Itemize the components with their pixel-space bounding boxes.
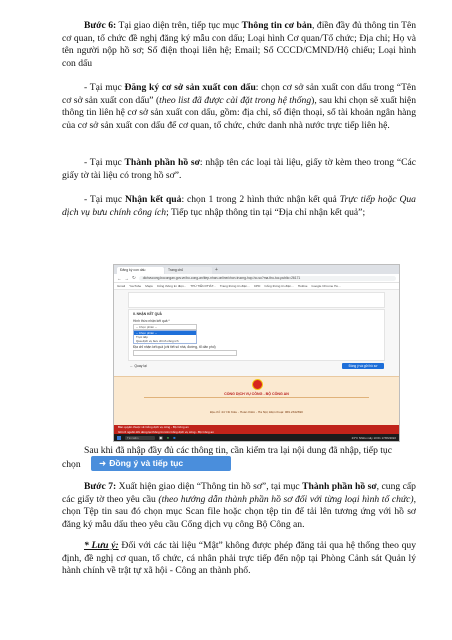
back-button[interactable]: ← Quay lại bbox=[130, 364, 147, 368]
receive-result-paragraph: - Tại mục Nhận kết quả: chọn 1 trong 2 hình thức nhận kết quả Trực tiếp hoặc Qua dịch vụ bưu chính công ích; Tiếp tục nhập thông tin tại “Địa chỉ nhận kết quả”; bbox=[62, 194, 416, 218]
step6-title: Bước 6: bbox=[84, 20, 117, 31]
step7-paragraph: Bước 7: Xuất hiện giao diện “Thông tin hồ sơ”, tại mục Thành phần hồ sơ, cung cấp các giấy tờ theo yêu cầu (theo hướng dẫn thành phần hồ sơ đối với từng loại hình tổ chức), chọn Tệp tin sau đó chọn mục Scan file hoặc chọn tệp tin để tải lên tương ứng với hồ sơ đăng ký mẫu dấu theo yêu cầu Cổng dịch vụ công Bộ Công an. bbox=[62, 481, 416, 530]
chrome-icon[interactable]: ● bbox=[166, 435, 170, 440]
form-area bbox=[114, 290, 399, 376]
windows-start-icon[interactable] bbox=[117, 436, 121, 440]
note-label: * Lưu ý: bbox=[84, 540, 119, 551]
seal-maker-paragraph: - Tại mục Đăng ký cơ sở sản xuất con dấu: chọn cơ sở sản xuất con dấu trong “Tên cơ sở sản xuất con dấu” (theo list đã được cài đặt trong hệ thống), sau khi chọn sẽ xuất hiện thông tin liên hệ cơ sở sản xuất con dấu, gồm: địa chỉ, số điện thoại, số tài khoản ngân hàng của cơ sở sản xuất con dấu để cơ quan, tổ chức, chức danh nhà nước trực tiếp liên hệ. bbox=[62, 82, 416, 131]
step7-title: Bước 7: bbox=[84, 481, 117, 492]
bookmark-item[interactable]: CPD bbox=[253, 284, 261, 288]
dropdown-option[interactable]: -- Chọn phiên -- bbox=[134, 331, 196, 335]
footer-divider bbox=[144, 397, 369, 398]
method-label: Hình thức nhận kết quả * bbox=[133, 319, 170, 323]
agree-continue-label: Đồng ý và tiếp tục bbox=[109, 458, 184, 468]
word-icon[interactable]: ■ bbox=[173, 435, 176, 440]
browser-tab[interactable]: Trang chủ bbox=[165, 267, 212, 274]
receive-result-box bbox=[128, 309, 385, 361]
browser-tab[interactable]: Đăng ký con dấu bbox=[117, 267, 164, 274]
footer-note: Ghi rõ nguồn khi dùng lại thông tin trên Cổng dịch vụ công - Bộ Công an bbox=[118, 429, 214, 434]
new-tab-icon[interactable]: + bbox=[215, 267, 218, 273]
previous-section-box bbox=[128, 292, 385, 308]
back-arrow-icon: ← bbox=[130, 364, 134, 368]
bookmarks-bar bbox=[114, 283, 399, 290]
review-paragraph: Sau khi đã nhập đầy đủ các thông tin, cần kiểm tra lại nội dung đã nhập, tiếp tục bbox=[84, 445, 392, 456]
receive-section-title: II. NHẬN KẾT QUẢ bbox=[133, 312, 162, 316]
bookmark-item[interactable]: Cổng thông tin điện... bbox=[156, 284, 187, 288]
step6-paragraph: Bước 6: Tại giao diện trên, tiếp tục mục Thông tin cơ bản, điền đầy đủ thông tin Tên cơ quan, tổ chức đề nghị đăng ký mẫu con dấu; Loại hình Cơ quan/Tổ chức; Địa chỉ; Họ và tên người nộp hồ sơ; Số điện thoại liên hệ; Email; Số CCCD/CMND/Hộ chiếu; Loại hình con dấu bbox=[62, 20, 416, 69]
submit-dossier-button[interactable]: Đồng ý và gửi hồ sơ bbox=[342, 363, 384, 369]
system-tray: 23°C Nhiều mây 10:01 17/06/2022 bbox=[351, 435, 396, 440]
embedded-browser-screenshot bbox=[113, 264, 400, 442]
bookmark-item[interactable]: Google Chrome Ho... bbox=[311, 284, 341, 288]
bookmark-item[interactable]: Trang thông tin điện... bbox=[219, 284, 250, 288]
note-paragraph: * Lưu ý: Đối với các tài liệu “Mật” không được phép đăng tải qua hệ thống theo quy định, đề nghị cơ quan, tổ chức, cá nhân phải trực tiếp đến nộp tại Phòng Cảnh sát Quản lý hành chính về trật tự xã hội - Công an thành phố. bbox=[62, 540, 416, 577]
folder-icon[interactable]: ▣ bbox=[159, 435, 163, 440]
address-label: Địa chỉ nhận kết quả (chi tiết số nhà, đường, tổ dân phố) bbox=[133, 345, 216, 349]
arrow-right-icon: ➜ bbox=[99, 458, 107, 468]
forward-arrow-icon[interactable]: → bbox=[124, 275, 129, 281]
receive-method-dropdown bbox=[133, 330, 197, 344]
footer-contact: Địa chỉ: 44 Yết Kiêu - Hoàn Kiếm - Hà Nội; Điện thoại: 069.2342690 bbox=[210, 410, 303, 414]
dropdown-option[interactable]: Trực tiếp bbox=[136, 335, 148, 339]
taskbar-search[interactable]: Tìm kiếm bbox=[125, 436, 155, 440]
police-emblem-icon bbox=[252, 379, 263, 390]
choose-line: chọn bbox=[62, 459, 81, 470]
dossier-components-paragraph: - Tại mục Thành phần hồ sơ: nhập tên các loại tài liệu, giấy tờ kèm theo trong “Các giấy tờ tài liệu có trong hồ sơ”. bbox=[62, 157, 416, 181]
dropdown-option[interactable]: Qua dịch vụ bưu chính công ích bbox=[136, 339, 179, 343]
browser-tab-strip bbox=[114, 265, 399, 274]
bookmark-item[interactable]: THỦ TIỀN PHÁT... bbox=[190, 284, 216, 288]
agree-continue-button[interactable] bbox=[91, 456, 231, 471]
address-input[interactable] bbox=[133, 350, 237, 356]
bookmark-item[interactable]: Hotline bbox=[297, 284, 308, 288]
footer-title: CỔNG DỊCH VỤ CÔNG - BỘ CÔNG AN bbox=[224, 392, 289, 396]
bookmark-item[interactable]: Gmail bbox=[117, 284, 126, 288]
bookmark-item[interactable]: Maps bbox=[145, 284, 153, 288]
reload-icon[interactable]: ↻ bbox=[132, 275, 136, 280]
url-field[interactable]: dichvucong.bocongan.gov.vn/bo-cong-an/tiep-nhan-online/chon-truong-hop-ho-so?ma-thu-tuc-public=26171 bbox=[139, 276, 396, 281]
windows-taskbar bbox=[114, 434, 399, 441]
bookmark-item[interactable]: Cổng thông tin điện... bbox=[264, 284, 294, 288]
back-arrow-icon[interactable]: ← bbox=[117, 275, 122, 281]
address-bar bbox=[114, 274, 399, 283]
bookmark-item[interactable]: YouTube bbox=[129, 284, 142, 288]
portal-footer bbox=[114, 376, 399, 438]
footer-note: Bản quyền thuộc về Cổng dịch vụ công - Bộ Công an bbox=[118, 425, 189, 429]
receive-method-select[interactable]: -- Chọn phiên -- bbox=[133, 324, 197, 330]
